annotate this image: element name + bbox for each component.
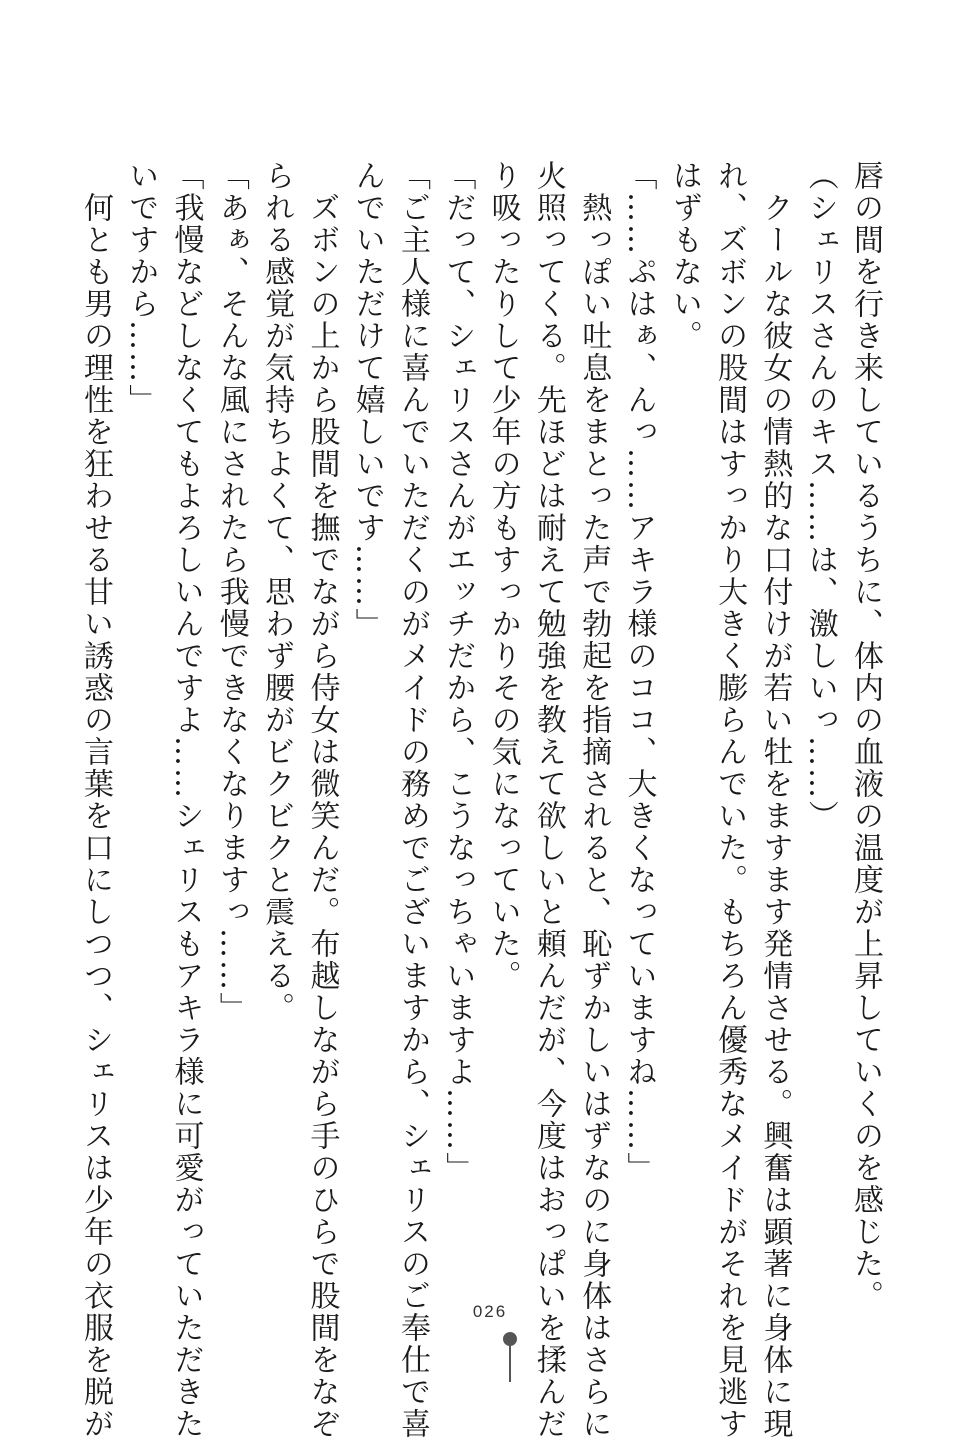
page-number: 026 <box>472 1302 508 1321</box>
text-line: 「ご主人様に喜んでいただくのがメイドの務めでございますから、シェリスのご奉仕で喜 <box>395 160 431 1440</box>
text-line: クールな彼女の情熱的な口付けが若い牡をますます発情させる。興奮は顕著に身体に現 <box>757 160 793 1440</box>
text-line: ズボンの上から股間を撫でながら侍女は微笑んだ。布越しながら手のひらで股間をなぞ <box>304 160 340 1440</box>
text-line: はずもない。 <box>666 160 702 352</box>
text-line: 熱っぽい吐息をまとった声で勃起を指摘されると、恥ずかしいはずなのに身体はさらに <box>576 160 612 1440</box>
text-line: いですから……」 <box>123 160 159 416</box>
text-line: 何とも男の理性を狂わせる甘い誘惑の言葉を口にしつつ、シェリスは少年の衣服を脱が <box>77 160 113 1440</box>
page-marker-line <box>509 1346 511 1382</box>
text-line: 「……ぷはぁ、んっ……アキラ様のココ、大きくなっていますね……」 <box>621 160 657 1184</box>
text-line: んでいただけて嬉しいです……」 <box>349 160 385 640</box>
text-line: 火照ってくる。先ほどは耐えて勉強を教えて欲しいと頼んだが、今度はおっぱいを揉んだ <box>530 160 566 1440</box>
page-marker-dot <box>503 1332 517 1346</box>
text-line: 唇の間を行き来しているうちに、体内の血液の温度が上昇していくのを感じた。 <box>848 160 883 1312</box>
text-line: （シェリスさんのキス……は、激しいっ……） <box>802 160 838 832</box>
text-line: 「我慢などしなくてもよろしいんですよ……シェリスもアキラ様に可愛がっていただきた <box>168 160 204 1440</box>
text-line: られる感覚が気持ちよくて、思わず腰がビクビクと震える。 <box>259 160 295 1024</box>
text-line: り吸ったりして少年の方もすっかりその気になっていた。 <box>485 160 521 992</box>
text-line: 「あぁ、そんな風にされたら我慢できなくなりますっ……」 <box>213 160 249 1024</box>
text-line: 「だって、シェリスさんがエッチだから、こうなっちゃいますよ……」 <box>440 160 476 1184</box>
text-line: れ、ズボンの股間はすっかり大きく膨らんでいた。もちろん優秀なメイドがそれを見逃す <box>712 160 748 1440</box>
